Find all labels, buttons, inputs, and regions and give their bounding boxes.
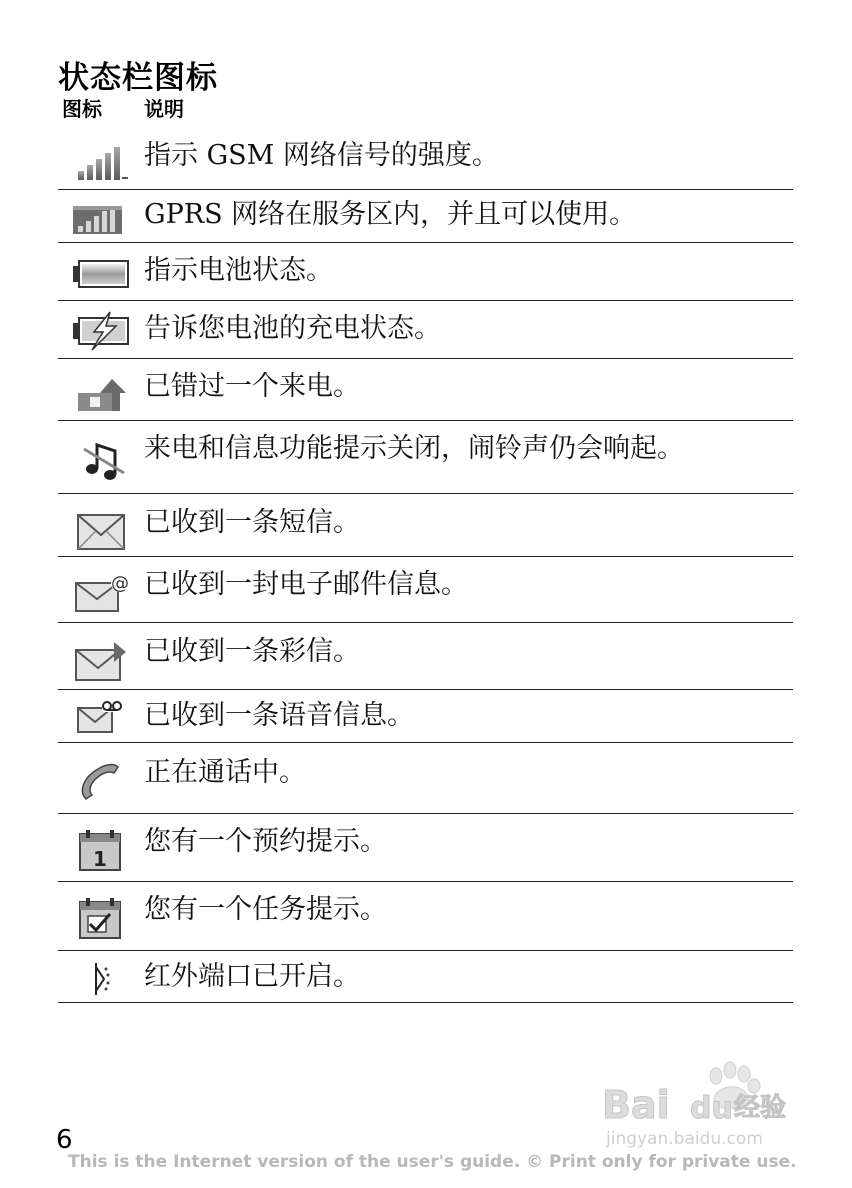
gprs-icon [70, 196, 130, 240]
table-row [58, 951, 793, 1003]
table-row [58, 743, 793, 814]
row-description: 指示 GSM 网络信号的强度。 [144, 140, 499, 171]
row-description: 红外端口已开启。 [144, 961, 360, 992]
row-description: 您有一个预约提示。 [144, 826, 387, 857]
table-row [58, 557, 793, 623]
row-description: 您有一个任务提示。 [144, 894, 387, 925]
row-description: 已错过一个来电。 [144, 371, 360, 402]
status-icon-table [58, 126, 793, 1003]
svg-text:@: @ [111, 573, 129, 594]
svg-text:Bai: Bai [602, 1083, 670, 1127]
table-row [58, 126, 793, 190]
row-description: 已收到一封电子邮件信息。 [144, 569, 468, 600]
table-row [58, 421, 793, 494]
svg-text:1: 1 [93, 847, 107, 871]
battery-icon [70, 251, 130, 295]
missed-call-icon [70, 371, 130, 415]
page-title: 状态栏图标 [58, 60, 218, 96]
table-row [58, 190, 793, 243]
row-description: GPRS 网络在服务区内，并且可以使用。 [144, 199, 637, 230]
table-header [62, 93, 184, 122]
sms-icon [70, 509, 130, 553]
table-row [58, 359, 793, 421]
row-description: 正在通话中。 [144, 757, 306, 788]
row-description: 告诉您电池的充电状态。 [144, 313, 441, 344]
table-row [58, 494, 793, 557]
header-description-column: 说明 [144, 97, 184, 121]
infrared-icon [70, 955, 130, 999]
page-number: 6 [56, 1125, 73, 1155]
row-description: 来电和信息功能提示关闭，闹铃声仍会响起。 [144, 433, 684, 464]
appointment-icon [70, 828, 130, 872]
battery-charging-icon [70, 308, 130, 352]
table-row [58, 243, 793, 301]
svg-text:du: du [690, 1091, 733, 1126]
voicemail-icon [70, 696, 130, 740]
silent-mode-icon [70, 439, 130, 483]
baidu-watermark [598, 1058, 804, 1150]
task-icon [70, 896, 130, 940]
table-row [58, 814, 793, 882]
table-row [58, 301, 793, 359]
row-description: 指示电池状态。 [144, 255, 333, 286]
svg-text:经验: 经验 [734, 1093, 787, 1123]
row-description: 已收到一条彩信。 [144, 636, 360, 667]
signal-strength-icon [70, 139, 130, 183]
row-description: 已收到一条短信。 [144, 507, 360, 538]
table-row [58, 882, 793, 951]
mms-icon [70, 638, 130, 682]
table-row [58, 623, 793, 690]
svg-text:jingyan.baidu.com: jingyan.baidu.com [606, 1129, 763, 1149]
table-row [58, 690, 793, 743]
footer-note: This is the Internet version of the user's guide. © Print only for private use. [68, 1152, 797, 1172]
ongoing-call-icon [70, 759, 130, 803]
email-icon [70, 571, 130, 615]
row-description: 已收到一条语音信息。 [144, 700, 414, 731]
header-icon-column: 图标 [62, 97, 102, 121]
